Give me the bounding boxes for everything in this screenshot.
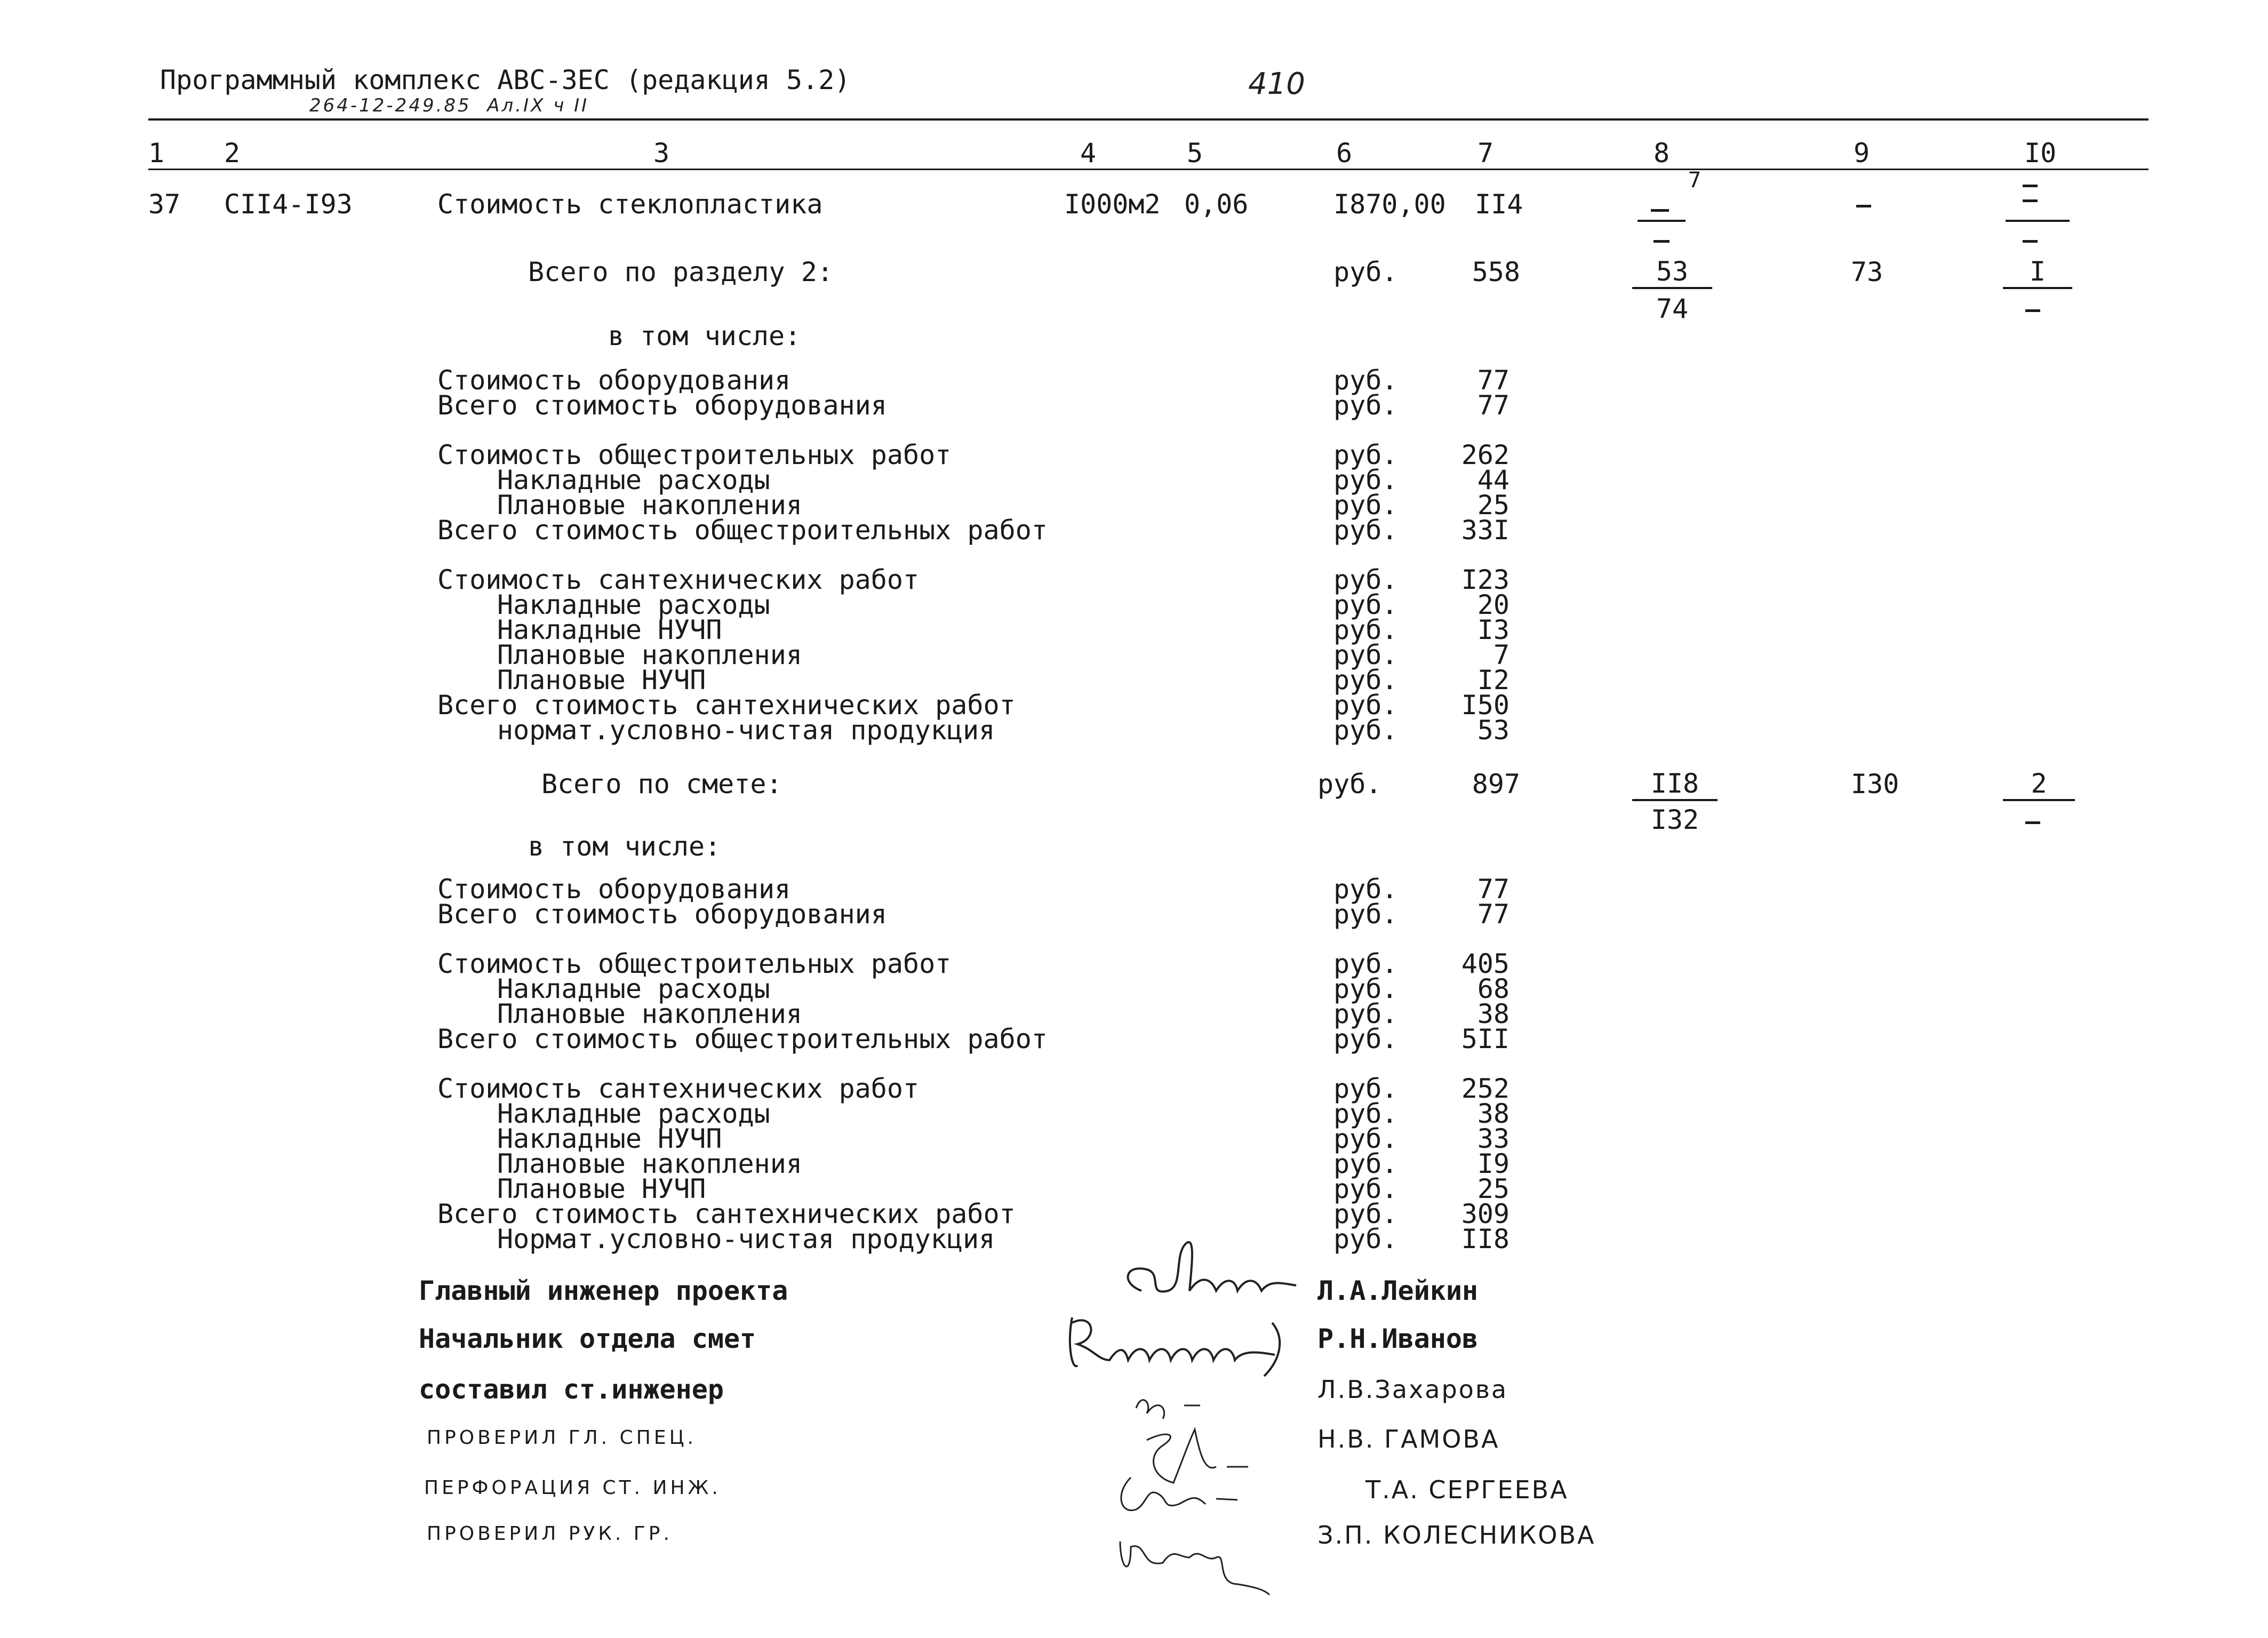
document-title: Программный комплекс АВС-ЗЕС (редакция 5.2) xyxy=(160,65,851,95)
breakdown-label: Стоимость оборудования xyxy=(437,874,791,905)
section-total-unit: руб. xyxy=(1333,257,1398,287)
breakdown-unit: руб. xyxy=(1333,973,1398,1004)
breakdown-value: 77 xyxy=(1477,365,1510,396)
column-header-rule xyxy=(148,169,2149,170)
page-number: 410 xyxy=(1248,67,1305,101)
breakdown-value: 33I xyxy=(1461,515,1510,546)
signature-name: Н.В. ГАМОВА xyxy=(1317,1425,1500,1453)
breakdown-unit: руб. xyxy=(1333,515,1398,546)
breakdown-unit: руб. xyxy=(1333,1173,1398,1204)
breakdown-unit: руб. xyxy=(1333,390,1398,421)
estimate-col9: I30 xyxy=(1851,769,1899,800)
item-sum: II4 xyxy=(1475,189,1523,220)
breakdown-unit: руб. xyxy=(1333,1224,1398,1255)
col8-bottom-dash xyxy=(1654,240,1670,243)
item-unit: I000м2 xyxy=(1064,189,1161,220)
col10-mid-dash xyxy=(2023,199,2038,202)
breakdown-unit: руб. xyxy=(1333,589,1398,620)
breakdown-unit: руб. xyxy=(1333,490,1398,521)
signature-name: З.П. КОЛЕСНИКОВА xyxy=(1317,1521,1596,1549)
item-price: I870,00 xyxy=(1333,189,1446,220)
breakdown-unit: руб. xyxy=(1333,665,1398,696)
section-col9: 73 xyxy=(1851,257,1883,287)
breakdown-label: Плановые накопления xyxy=(497,490,802,521)
breakdown-value: 262 xyxy=(1461,440,1510,470)
breakdown-value: 5II xyxy=(1461,1024,1510,1054)
column-number: 2 xyxy=(224,138,241,169)
signature-drawing xyxy=(1061,1301,1301,1381)
breakdown-unit: руб. xyxy=(1333,948,1398,979)
breakdown-label: Стоимость общестроительных работ xyxy=(437,948,952,979)
breakdown-value: 77 xyxy=(1477,874,1510,905)
fraction-bar xyxy=(1632,287,1712,289)
col10-fraction-bar xyxy=(2006,220,2070,222)
breakdown-label: Накладные расходы xyxy=(497,589,770,620)
breakdown-label: Всего стоимость общестроительных работ xyxy=(437,515,1048,546)
col8-top-dash xyxy=(1651,209,1669,212)
breakdown-value: I50 xyxy=(1461,690,1510,721)
section-total-label: Всего по разделу 2: xyxy=(528,257,833,287)
breakdown-label: нормат.условно-чистая продукция xyxy=(497,715,995,746)
signature-role: Главный инженер проекта xyxy=(419,1275,788,1306)
col10-bottom-dash xyxy=(2023,240,2038,243)
section-total-sum: 558 xyxy=(1472,257,1520,287)
breakdown-unit: руб. xyxy=(1333,1073,1398,1104)
breakdown-value: 252 xyxy=(1461,1073,1510,1104)
column-number: 4 xyxy=(1080,138,1097,169)
col10-top-dash xyxy=(2023,185,2038,187)
breakdown-unit: руб. xyxy=(1333,874,1398,905)
breakdown-label: Накладные НУЧП xyxy=(497,1123,722,1154)
breakdown-label: Стоимость общестроительных работ xyxy=(437,440,952,470)
handwritten-reference: 264-12-249.85 Ал.IX ч II xyxy=(309,95,589,116)
breakdown-unit: руб. xyxy=(1333,899,1398,930)
estimate-total-label: Всего по смете: xyxy=(541,769,782,800)
fraction-bar xyxy=(2003,799,2075,801)
breakdown-unit: руб. xyxy=(1333,365,1398,396)
rate-code: СII4-I93 xyxy=(224,189,353,220)
breakdown-unit: руб. xyxy=(1333,1198,1398,1229)
breakdown-value: 33 xyxy=(1477,1123,1510,1154)
breakdown-label: Плановые накопления xyxy=(497,1148,802,1179)
estimate-col10-bottom-dash xyxy=(2025,821,2040,824)
breakdown-value: 20 xyxy=(1477,589,1510,620)
breakdown-unit: руб. xyxy=(1333,715,1398,746)
breakdown-value: 25 xyxy=(1477,1173,1510,1204)
signature-role: Начальник отдела смет xyxy=(419,1323,756,1354)
column-number: 8 xyxy=(1654,138,1670,169)
breakdown-unit: руб. xyxy=(1333,1123,1398,1154)
breakdown-value: I3 xyxy=(1477,614,1510,645)
breakdown-unit: руб. xyxy=(1333,998,1398,1029)
breakdown-value: 309 xyxy=(1461,1198,1510,1229)
header-rule xyxy=(148,118,2149,121)
breakdown-label: Плановые накопления xyxy=(497,998,802,1029)
breakdown-value: I2 xyxy=(1477,665,1510,696)
estimate-col8-top: II8 xyxy=(1650,768,1699,799)
section-col10-top: I xyxy=(2029,256,2046,287)
row-number: 37 xyxy=(148,189,181,220)
signature-role: ПЕРФОРАЦИЯ СТ. ИНЖ. xyxy=(424,1477,721,1499)
breakdown-label: Стоимость сантехнических работ xyxy=(437,1073,920,1104)
section-col8-top: 53 xyxy=(1656,256,1689,287)
breakdown-unit: руб. xyxy=(1333,465,1398,496)
signature-role: ПРОВЕРИЛ РУК. ГР. xyxy=(427,1523,673,1545)
section-col10-bottom-dash xyxy=(2025,309,2040,312)
breakdown-unit: руб. xyxy=(1333,1024,1398,1054)
signature-name: Л.А.Лейкин xyxy=(1317,1275,1479,1306)
estimate-col10-top: 2 xyxy=(2031,768,2047,799)
breakdown-value: II8 xyxy=(1461,1224,1510,1255)
col9-dash xyxy=(1856,205,1871,207)
breakdown-value: 53 xyxy=(1477,715,1510,746)
breakdown-value: I23 xyxy=(1461,564,1510,595)
section-col8-bottom: 74 xyxy=(1656,293,1689,324)
breakdown-label: Нормат.условно-чистая продукция xyxy=(497,1224,995,1255)
breakdown-label: Стоимость оборудования xyxy=(437,365,791,396)
column-number: 1 xyxy=(148,138,165,169)
column-number: 7 xyxy=(1478,138,1494,169)
breakdown-value: 38 xyxy=(1477,1098,1510,1129)
breakdown-value: 44 xyxy=(1477,465,1510,496)
signature-role: ПРОВЕРИЛ ГЛ. СПЕЦ. xyxy=(427,1427,697,1449)
column-number: 9 xyxy=(1854,138,1870,169)
breakdown-label: Плановые НУЧП xyxy=(497,1173,706,1204)
breakdown-value: 77 xyxy=(1477,899,1510,930)
breakdown-label: Всего стоимость сантехнических работ xyxy=(437,690,1016,721)
breakdown-label: Накладные расходы xyxy=(497,1098,770,1129)
breakdown-value: 38 xyxy=(1477,998,1510,1029)
breakdown-value: 405 xyxy=(1461,948,1510,979)
signature-name: Л.В.Захарова xyxy=(1317,1375,1508,1404)
column-number: 6 xyxy=(1336,138,1353,169)
breakdown-value: I9 xyxy=(1477,1148,1510,1179)
breakdown-label: Накладные расходы xyxy=(497,465,770,496)
item-name: Стоимость стеклопластика xyxy=(437,189,823,220)
breakdown-unit: руб. xyxy=(1333,640,1398,670)
estimate-total-sum: 897 xyxy=(1472,769,1520,800)
breakdown-label: Плановые накопления xyxy=(497,640,802,670)
breakdown-value: 25 xyxy=(1477,490,1510,521)
signature-role: составил ст.инженер xyxy=(419,1374,724,1405)
section-including-label: в том числе: xyxy=(608,321,801,351)
breakdown-unit: руб. xyxy=(1333,1148,1398,1179)
column-number: 3 xyxy=(653,138,670,169)
breakdown-label: Всего стоимость оборудования xyxy=(437,899,887,930)
estimate-including-label: в том числе: xyxy=(528,831,721,862)
fraction-bar xyxy=(2003,287,2072,289)
col8-fraction-bar xyxy=(1638,220,1686,222)
fraction-bar xyxy=(1632,799,1718,801)
breakdown-value: 7 xyxy=(1493,640,1510,670)
column-number: I0 xyxy=(2024,138,2057,169)
breakdown-label: Накладные расходы xyxy=(497,973,770,1004)
breakdown-label: Плановые НУЧП xyxy=(497,665,706,696)
breakdown-value: 77 xyxy=(1477,390,1510,421)
breakdown-value: 68 xyxy=(1477,973,1510,1004)
signature-drawing xyxy=(1109,1461,1269,1600)
breakdown-unit: руб. xyxy=(1333,564,1398,595)
breakdown-unit: руб. xyxy=(1333,614,1398,645)
signature-name: Т.А. СЕРГЕЕВА xyxy=(1365,1475,1569,1504)
item-quantity: 0,06 xyxy=(1184,189,1249,220)
breakdown-label: Всего стоимость оборудования xyxy=(437,390,887,421)
breakdown-unit: руб. xyxy=(1333,440,1398,470)
estimate-col8-bottom: I32 xyxy=(1650,804,1699,835)
breakdown-unit: руб. xyxy=(1333,690,1398,721)
column-number: 5 xyxy=(1187,138,1203,169)
estimate-total-unit: руб. xyxy=(1317,769,1382,800)
breakdown-unit: руб. xyxy=(1333,1098,1398,1129)
breakdown-label: Всего стоимость общестроительных работ xyxy=(437,1024,1048,1054)
col8-top-value: 7 xyxy=(1688,168,1702,193)
breakdown-label: Накладные НУЧП xyxy=(497,614,722,645)
signature-name: Р.Н.Иванов xyxy=(1317,1323,1479,1354)
breakdown-label: Всего стоимость сантехнических работ xyxy=(437,1198,1016,1229)
breakdown-label: Стоимость сантехнических работ xyxy=(437,564,920,595)
